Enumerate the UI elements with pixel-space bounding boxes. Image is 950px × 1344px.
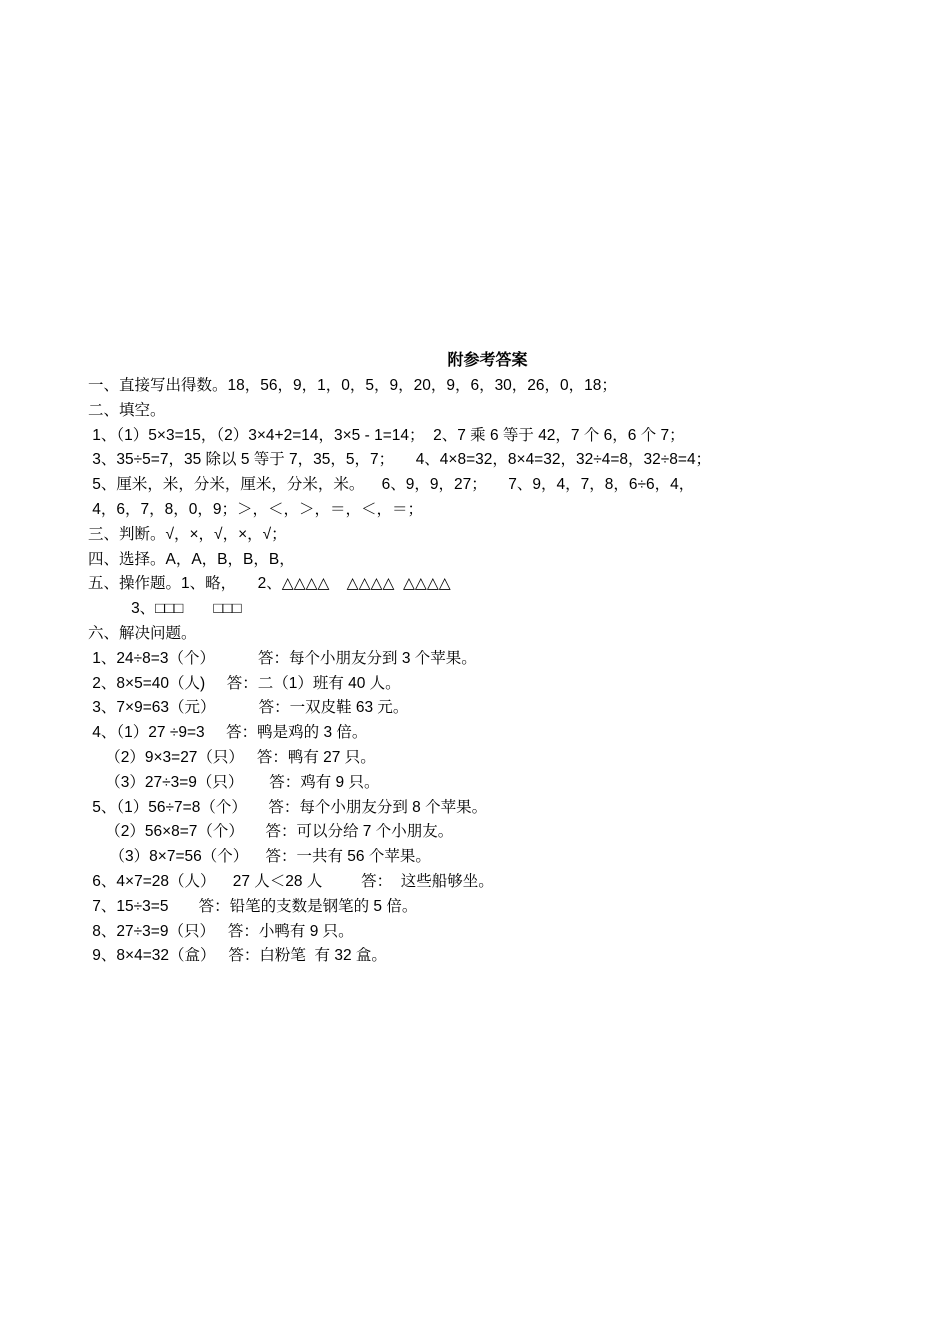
answer-line-19: （2）56×8=7（个） 答：可以分给 7 个小朋友。 bbox=[88, 823, 454, 841]
answer-line-17: （3）27÷3=9（只） 答：鸡有 9 只。 bbox=[88, 773, 380, 791]
answer-line-13: 2、8×5=40（人) 答：二（1）班有 40 人。 bbox=[88, 674, 401, 692]
page-title: 附参考答案 bbox=[447, 352, 528, 369]
answer-list bbox=[88, 374, 848, 969]
answer-line-4: 3、35÷5=7，35 除以 5 等于 7，35，5，7； 4、4×8=32，8×4=32，32÷4=8，32÷8=4； bbox=[88, 451, 712, 469]
answer-line-9: 五、操作题。1、略， 2、△△△△ △△△△ △△△△ bbox=[88, 575, 451, 593]
answer-line-14: 3、7×9=63（元） 答：一双皮鞋 63 元。 bbox=[88, 699, 409, 717]
answer-line-8: 四、选择。A，A，B，B，B， bbox=[88, 550, 295, 568]
answer-line-3: 1、（1）5×3=15，（2）3×4+2=14，3×5 - 1=14； 2、7 乘 6 等于 42，7 个 6，6 个 7； bbox=[88, 426, 685, 444]
answer-line-6: 4，6，7，8，0，9；＞，＜，＞，＝，＜，＝； bbox=[88, 500, 424, 518]
answer-line-15: 4、（1）27 ÷9=3 答：鸭是鸡的 3 倍。 bbox=[88, 724, 368, 742]
answer-line-21: 6、4×7=28（人） 27 人＜28 人 答： 这些船够坐。 bbox=[88, 872, 494, 890]
answer-line-11: 六、解决问题。 bbox=[88, 624, 197, 642]
answer-line-5: 5、厘米，米，分米，厘米，分米，米。 6、9，9，27； 7、9，4，7，8，6÷6，4， bbox=[88, 476, 695, 494]
answer-line-10: 3、□□□ □□□ bbox=[88, 600, 242, 618]
answer-line-2: 二、填空。 bbox=[88, 401, 166, 419]
answer-line-12: 1、24÷8=3（个） 答：每个小朋友分到 3 个苹果。 bbox=[88, 649, 477, 667]
answer-line-20: （3）8×7=56（个） 答：一共有 56 个苹果。 bbox=[88, 848, 431, 866]
answer-line-1: 一、直接写出得数。18，56，9，1，0，5，9，20，9，6，30，26，0，18； bbox=[88, 377, 617, 394]
answer-line-16: （2）9×3=27（只） 答：鸭有 27 只。 bbox=[88, 748, 376, 766]
answer-line-24: 9、8×4=32（盒） 答：白粉笔 有 32 盒。 bbox=[88, 947, 387, 965]
answer-line-18: 5、（1）56÷7=8（个） 答：每个小朋友分到 8 个苹果。 bbox=[88, 798, 488, 816]
answer-line-22: 7、15÷3=5 答：铅笔的支数是钢笔的 5 倍。 bbox=[88, 897, 418, 915]
answer-line-23: 8、27÷3=9（只） 答：小鸭有 9 只。 bbox=[88, 922, 354, 940]
answer-line-7: 三、判断。√，×，√，×，√； bbox=[88, 525, 287, 543]
